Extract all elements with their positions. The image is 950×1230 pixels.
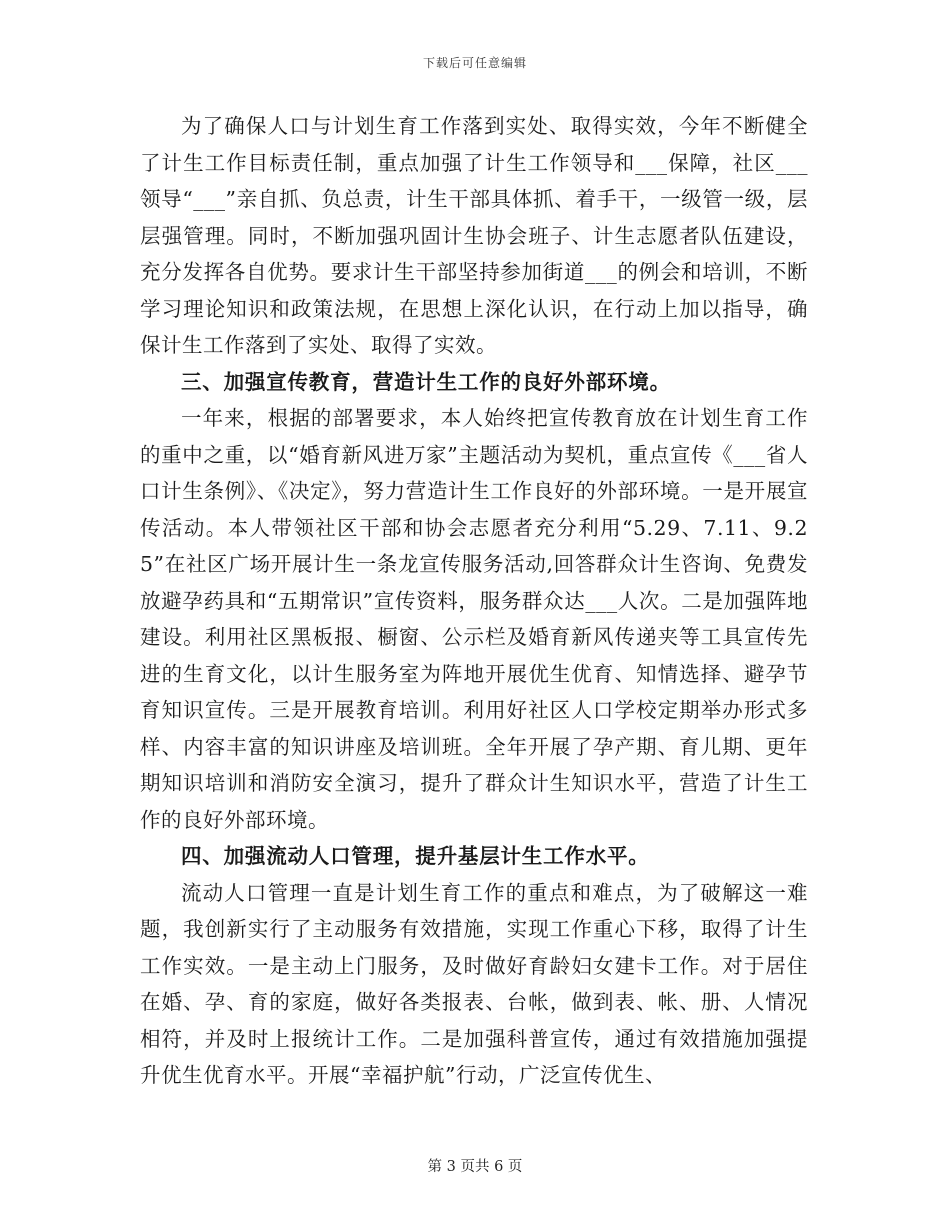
page-header: 下载后可任意编辑 bbox=[422, 56, 527, 70]
paragraph-floating-population: 流动人口管理一直是计划生育工作的重点和难点，为了破解这一难题，我创新实行了主动服务有效措施，实现工作重心下移，取得了计生工作实效。一是主动上门服务，及时做好育龄妇女建卡工作。对于居住在婚、孕、育的家庭，做好各类报表、台帐，做到表、帐、册、人情况相符，并及时上报统计工作。二是加强科普宣传，通过有效措施加强提升优生优育水平。开展“幸福护航”行动，广泛宣传优生、 bbox=[140, 880, 808, 1087]
paragraph-target-responsibility: 为了确保人口与计划生育工作落到实处、取得实效，今年不断健全了计生工作目标责任制，重点加强了计生工作领导和___保障，社区___领导“___”亲自抓、负总责，计生干部具体抓、着手干，一级管一级，层层强管理。同时，不断加强巩固计生协会班子、计生志愿者队伍建设，充分发挥各自优势。要求计生干部坚持参加街道___的例会和培训，不断学习理论知识和政策法规，在思想上深化认识，在行动上加以指导，确保计生工作落到了实处、取得了实效。 bbox=[140, 114, 808, 357]
section-heading-floating-population: 四、加强流动人口管理，提升基层计生工作水平。 bbox=[181, 844, 650, 868]
document-body bbox=[140, 108, 808, 1094]
page-number-footer: 第 3 页共 6 页 bbox=[427, 1159, 523, 1175]
paragraph-publicity-education: 一年来，根据的部署要求，本人始终把宣传教育放在计划生育工作的重中之重，以“婚育新风进万家”主题活动为契机，重点宣传《___省人口计生条例》、《决定》，努力营造计生工作良好的外部环境。一是开展宣传活动。本人带领社区干部和协会志愿者充分利用“5.29、7.11、9.25”在社区广场开展计生一条龙宣传服务活动,回答群众计生咨询、免费发放避孕药具和“五期常识”宣传资料，服务群众达___人次。二是加强阵地建设。利用社区黑板报、橱窗、公示栏及婚育新风传递夹等工具宣传先进的生育文化，以计生服务室为阵地开展优生优育、知情选择、避孕节育知识宣传。三是开展教育培训。利用好社区人口学校定期举办形式多样、内容丰富的知识讲座及培训班。全年开展了孕产期、育儿期、更年期知识培训和消防安全演习，提升了群众计生知识水平，营造了计生工作的良好外部环境。 bbox=[140, 406, 808, 832]
section-heading-publicity: 三、加强宣传教育，营造计生工作的良好外部环境。 bbox=[181, 369, 671, 394]
